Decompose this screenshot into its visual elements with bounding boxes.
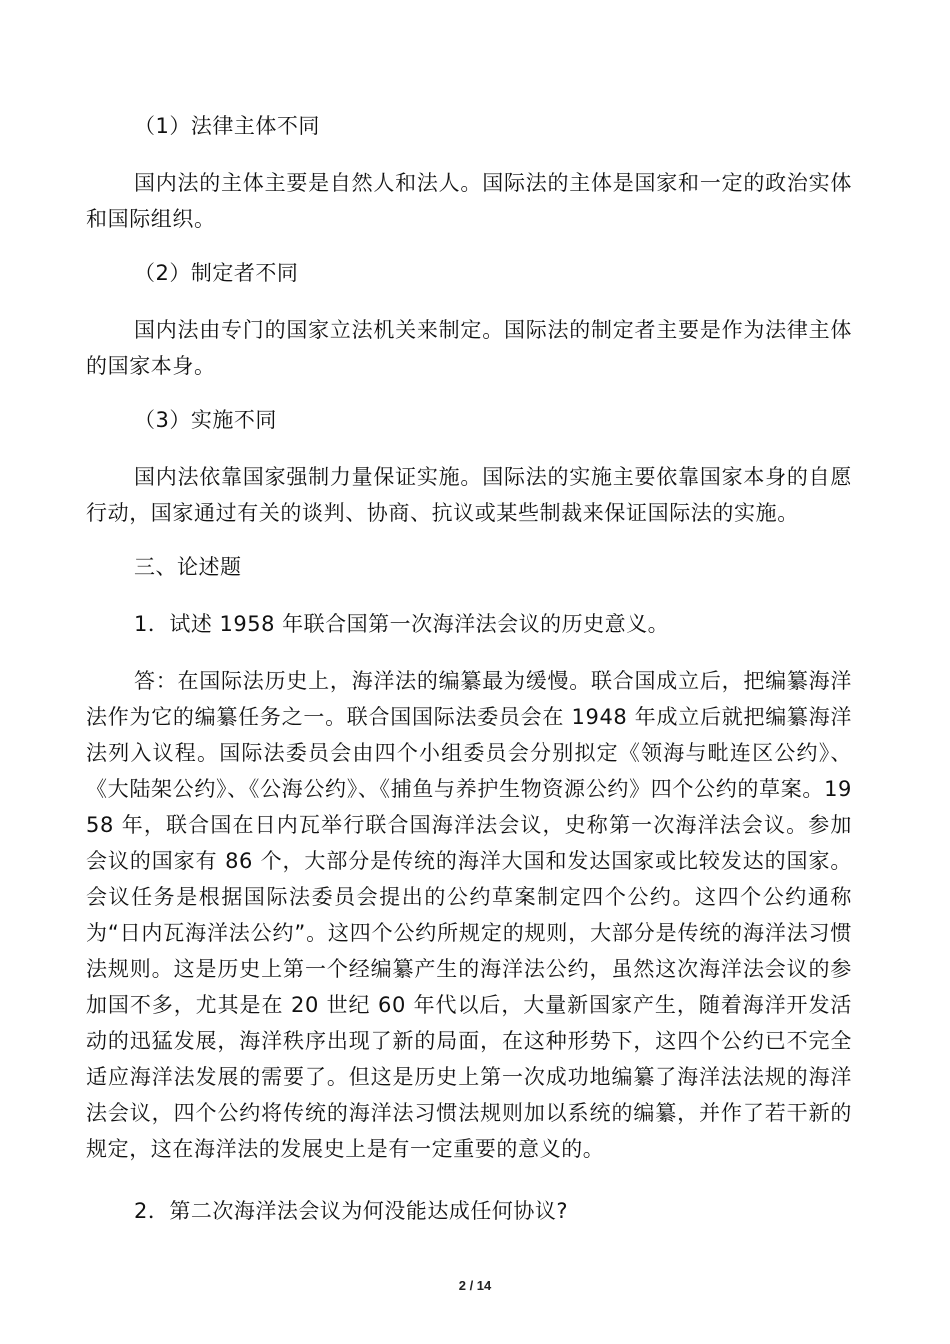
heading-legal-subject: （1）法律主体不同 (134, 114, 320, 138)
answer-1: 答：在国际法历史上，海洋法的编纂最为缓慢。联合国成立后，把编纂海洋法作为它的编纂任务之一。联合国国际法委员会在 1948 年成立后就把编纂海洋法列入议程。国际法委员会由四个小组委员会分别拟定《领海与毗连区公约》、《大陆架公约》、《公海公约》、《捕鱼与养护生物资源公约》四个公约的草案。1958 年，联合国在日内瓦举行联合国海洋法会议，史称第一次海洋法会议。参加会议的国家有 86 个，大部分是传统的海洋大国和发达国家或比较发达的国家。会议任务是根据国际法委员会提出的公约草案制定四个公约。这四个公约通称为“日内瓦海洋法公约”。这四个公约所规定的规则，大部分是传统的海洋法习惯法规则。这是历史上第一个经编纂产生的海洋法公约，虽然这次海洋法会议的参加国不多，尤其是在 20 世纪 60 年代以后，大量新国家产生，随着海洋开发活动的迅猛发展，海洋秩序出现了新的局面，在这种形势下，这四个公约已不完全适应海洋法发展的需要了。但这是历史上第一次成功地编纂了海洋法法规的海洋法会议，四个公约将传统的海洋法习惯法规则加以系统的编纂，并作了若干新的规定，这在海洋法的发展史上是有一定重要的意义的。 (86, 669, 852, 1161)
question-1: 1．试述 1958 年联合国第一次海洋法会议的历史意义。 (134, 612, 670, 636)
section-title-essay: 三、论述题 (134, 555, 242, 579)
question-2: 2．第二次海洋法会议为何没能达成任何协议? (134, 1199, 569, 1223)
para-implementation: 国内法依靠国家强制力量保证实施。国际法的实施主要依靠国家本身的自愿行动，国家通过有关的谈判、协商、抗议或某些制裁来保证国际法的实施。 (86, 465, 852, 525)
page-content (86, 108, 852, 1250)
page-number: 2 / 14 (458, 1278, 492, 1293)
para-legal-subject: 国内法的主体主要是自然人和法人。国际法的主体是国家和一定的政治实体和国际组织。 (86, 171, 852, 231)
heading-implementation: （3）实施不同 (134, 408, 277, 432)
para-maker: 国内法由专门的国家立法机关来制定。国际法的制定者主要是作为法律主体的国家本身。 (86, 318, 852, 378)
heading-maker: （2）制定者不同 (134, 261, 299, 285)
